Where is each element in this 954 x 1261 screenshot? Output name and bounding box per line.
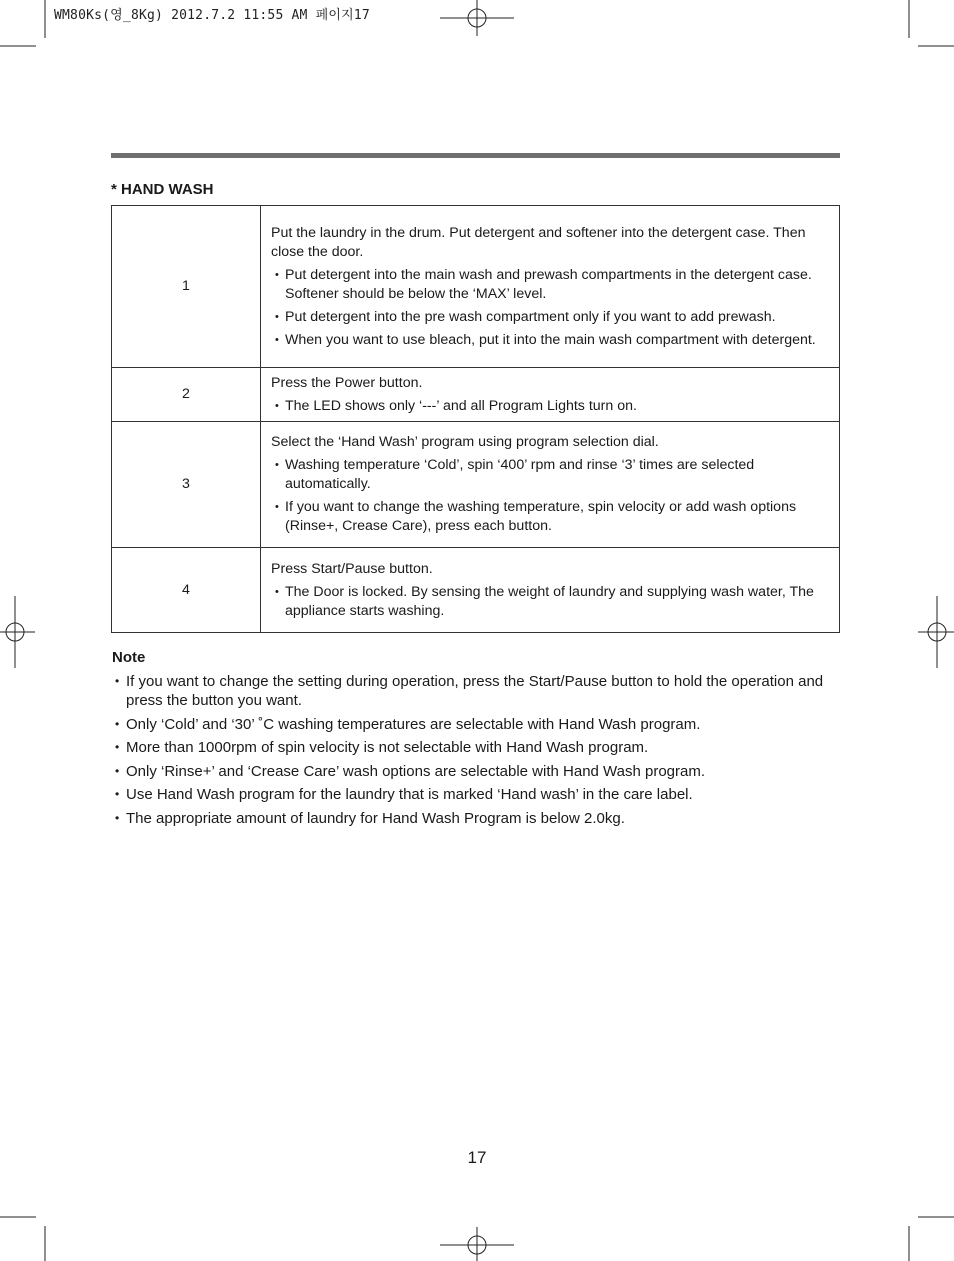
print-header-stamp: WM80Ks(영_8Kg) 2012.7.2 11:55 AM 페이지17 [54,8,370,23]
step-description [261,206,840,368]
step-lead-text: Select the ‘Hand Wash’ program using program selection dial. [271,434,659,450]
note-title: Note [112,649,146,666]
note-item: • If you want to change the setting during operation, press the Start/Pause button to hold the operation and press the button you want. [112,672,836,710]
step-number: 4 [112,548,261,633]
step-bullet: • The Door is locked. By sensing the weight of laundry and supplying wash water, The appliance starts washing. [271,583,827,621]
note-item: • Only ‘Rinse+’ and ‘Crease Care’ wash options are selectable with Hand Wash program. [112,762,836,781]
step-description [261,548,840,633]
table-row [112,368,840,422]
note-item: • Use Hand Wash program for the laundry that is marked ‘Hand wash’ in the care label. [112,785,836,804]
table-row [112,422,840,548]
note-item: • The appropriate amount of laundry for Hand Wash Program is below 2.0kg. [112,809,836,828]
registration-mark-left [0,596,35,668]
registration-mark-right [918,596,954,668]
note-list [112,672,836,832]
step-bullet: • When you want to use bleach, put it into the main wash compartment with detergent. [271,331,827,350]
section-title: * HAND WASH [111,181,214,198]
step-lead-text: Press Start/Pause button. [271,560,433,577]
step-number: 1 [112,206,261,368]
table-row [112,548,840,633]
page-number: 17 [467,1148,487,1167]
step-lead-text: Put the laundry in the drum. Put detergent and softener into the detergent case. Then close the door. [271,224,806,260]
step-bullet: • Put detergent into the pre wash compartment only if you want to add prewash. [271,308,827,327]
step-number: 3 [112,422,261,548]
step-bullet: • If you want to change the washing temperature, spin velocity or add wash options (Rinse+, Crease Care), press each button. [271,498,827,536]
registration-mark-top [440,0,514,36]
steps-table [111,205,840,633]
note-item: • Only ‘Cold’ and ‘30’ ˚C washing temperatures are selectable with Hand Wash program. [112,715,836,734]
section-divider [111,153,840,158]
step-description [261,368,840,422]
registration-mark-bottom [440,1227,514,1261]
step-bullet: • The LED shows only ‘---’ and all Program Lights turn on. [271,397,827,416]
step-bullet: • Put detergent into the main wash and prewash compartments in the detergent case. Softener should be below the ‘MAX’ level. [271,266,827,304]
step-lead-text: Press the Power button. [271,374,423,391]
table-row [112,206,840,368]
step-bullet: • Washing temperature ‘Cold’, spin ‘400’ rpm and rinse ‘3’ times are selected automatically. [271,456,827,494]
step-description [261,422,840,548]
step-number: 2 [112,368,261,422]
note-item: • More than 1000rpm of spin velocity is not selectable with Hand Wash program. [112,738,836,757]
